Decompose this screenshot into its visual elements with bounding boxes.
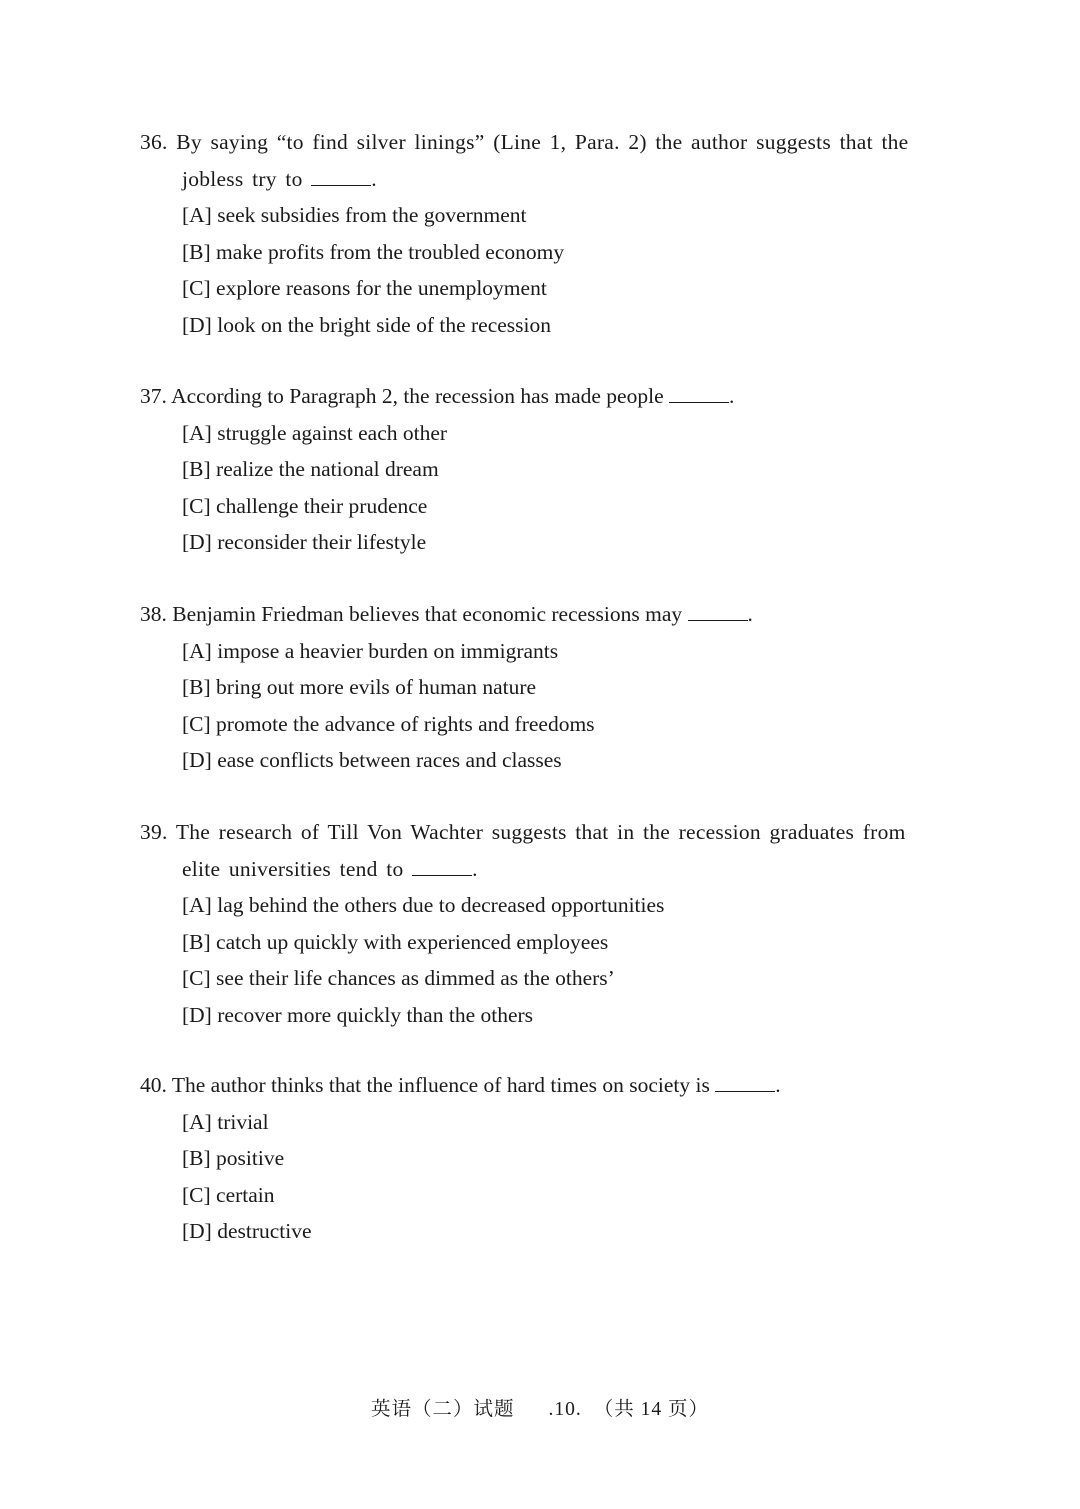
stem-period: . xyxy=(729,384,735,408)
question-stem xyxy=(140,124,944,197)
question-text-line2: jobless try to xyxy=(182,166,303,191)
option-a: [A] lag behind the others due to decreased opportunities xyxy=(182,893,665,917)
question-37 xyxy=(140,378,944,561)
option-c: [C] challenge their prudence xyxy=(182,493,428,518)
question-text: According to Paragraph 2, the recession has made people xyxy=(171,384,664,408)
option-d: [D] destructive xyxy=(182,1219,312,1243)
question-text: By saying “to find silver linings” (Line 1, Para. 2) the author suggests that the xyxy=(176,130,909,154)
footer-page-number: .10. xyxy=(548,1399,582,1420)
question-stem xyxy=(140,814,944,887)
question-number: 36. xyxy=(140,130,168,154)
question-stem xyxy=(140,1067,944,1104)
footer-total-pages: （共 14 页） xyxy=(593,1399,710,1420)
option-a: [A] impose a heavier burden on immigrants xyxy=(182,638,559,663)
stem-period: . xyxy=(371,166,377,191)
question-number: 40. xyxy=(140,1073,167,1097)
answer-blank xyxy=(688,603,748,621)
answer-blank xyxy=(669,385,729,403)
option-b: [B] realize the national dream xyxy=(182,457,439,481)
option-a: [A] struggle against each other xyxy=(182,420,448,445)
question-stem xyxy=(140,378,944,415)
stem-period: . xyxy=(472,856,478,881)
option-list xyxy=(140,887,944,1033)
option-b: [B] make profits from the troubled economy xyxy=(182,239,565,264)
question-40 xyxy=(140,1067,944,1250)
question-text: The research of Till Von Wachter suggests that in the recession graduates from xyxy=(175,820,906,844)
page-footer xyxy=(0,1393,1080,1421)
answer-blank xyxy=(412,858,472,876)
question-text-continued xyxy=(140,851,944,888)
option-b: [B] positive xyxy=(182,1146,285,1170)
option-list xyxy=(140,415,944,561)
option-b: [B] bring out more evils of human nature xyxy=(182,675,537,699)
question-text-line2: elite universities tend to xyxy=(182,856,404,881)
stem-period: . xyxy=(747,602,753,626)
question-number: 38. xyxy=(140,602,167,626)
option-a: [A] trivial xyxy=(182,1109,269,1134)
footer-subject: 英语（二）试题 xyxy=(370,1399,515,1420)
option-d: [D] ease conflicts between races and classes xyxy=(182,748,562,772)
question-text-continued xyxy=(140,161,944,198)
question-38 xyxy=(140,596,944,779)
option-list xyxy=(140,1104,944,1250)
option-c: [C] certain xyxy=(182,1182,275,1207)
question-text: Benjamin Friedman believes that economic recessions may xyxy=(172,602,683,626)
option-c: [C] promote the advance of rights and freedoms xyxy=(182,711,595,736)
option-a: [A] seek subsidies from the government xyxy=(182,203,527,227)
option-c: [C] explore reasons for the unemployment xyxy=(182,276,547,300)
question-36 xyxy=(140,124,944,343)
question-39 xyxy=(140,814,944,1033)
option-d: [D] look on the bright side of the recession xyxy=(182,312,551,337)
question-stem xyxy=(140,596,944,633)
option-d: [D] reconsider their lifestyle xyxy=(182,530,427,554)
answer-blank xyxy=(311,168,371,186)
option-c: [C] see their life chances as dimmed as the others’ xyxy=(182,966,615,990)
question-number: 37. xyxy=(140,384,167,408)
answer-blank xyxy=(715,1074,775,1092)
question-text: The author thinks that the influence of hard times on society is xyxy=(171,1073,710,1097)
option-d: [D] recover more quickly than the others xyxy=(182,1002,534,1027)
option-list xyxy=(140,197,944,343)
question-number: 39. xyxy=(140,820,168,844)
option-b: [B] catch up quickly with experienced employees xyxy=(182,929,609,954)
option-list xyxy=(140,633,944,779)
stem-period: . xyxy=(775,1073,781,1097)
